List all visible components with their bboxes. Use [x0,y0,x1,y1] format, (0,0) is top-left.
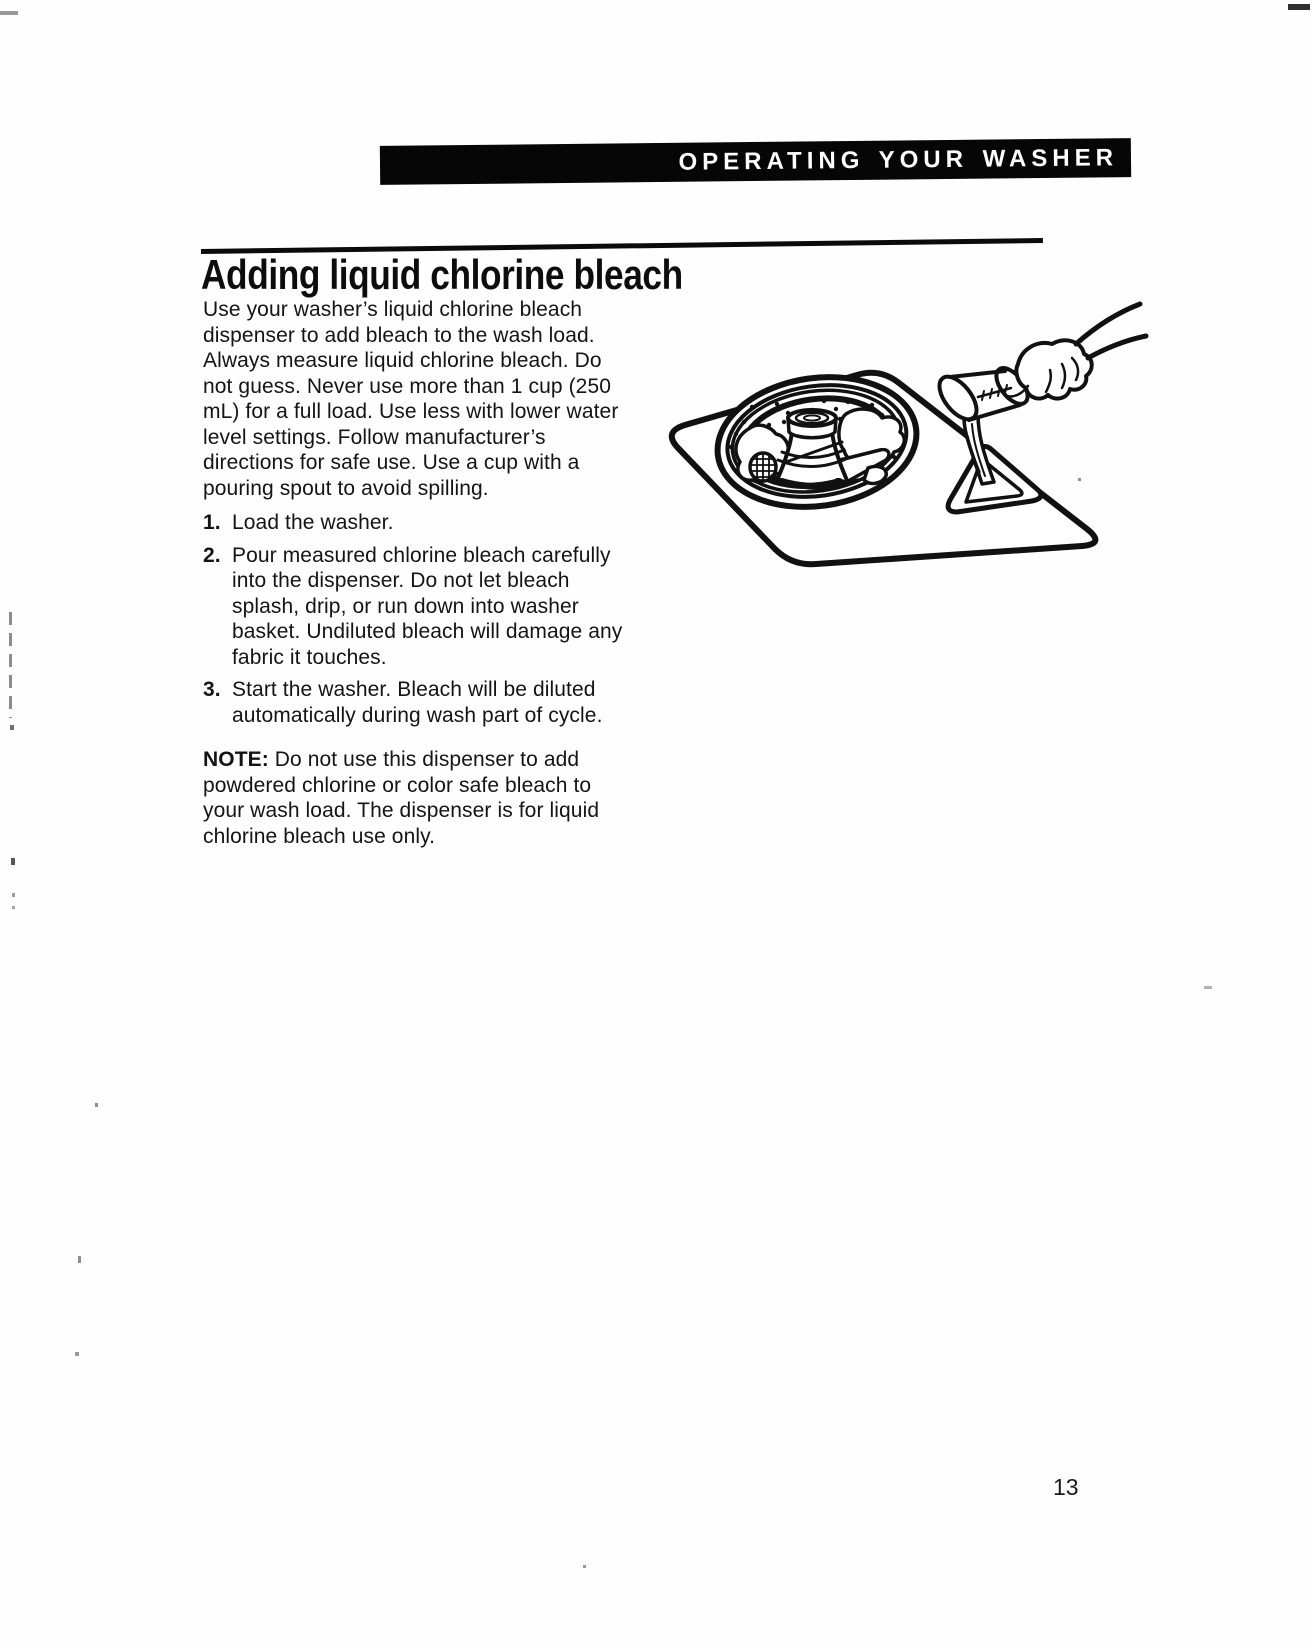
steps-list [203,510,633,728]
illustration-svg [632,292,1152,582]
scan-artifact [12,906,15,909]
note-paragraph [203,747,633,849]
section-banner [380,138,1131,185]
scan-artifact [12,893,15,897]
step-number: 2. [203,543,221,567]
pouring-hand [1006,304,1146,399]
intro-paragraph: Use your washer’s liquid chlorine bleach dispenser to add bleach to the wash load. Always measure liquid chlorine bleach. Do not guess. Never use more than 1 cup (250 mL) for a full load. Use less with lower water level settings. Follow manufacturer’s directions for safe use. Use a cup with a pouring spout to avoid spilling. [203,298,619,500]
step-number: 1. [203,511,221,534]
list-item [203,510,633,536]
washer-pouring-illustration [632,292,1152,582]
article-body [203,297,633,849]
scan-artifact [10,725,14,730]
scan-artifact [583,1565,586,1568]
scan-artifact [9,612,12,718]
scan-artifact [11,858,15,865]
note-label: NOTE: [203,748,269,771]
page-title: Adding liquid chlorine bleach [201,251,683,298]
list-item [203,677,633,728]
note-text: Do not use this dispenser to add powdered chlorine or color safe bleach to your wash load. The dispenser is for liquid chlorine bleach use only. [203,748,600,848]
scan-artifact [0,11,18,15]
step-text: Pour measured chlorine bleach carefully into the dispenser. Do not let bleach splash, drip, or run down into washer basket. Undiluted bleach will damage any fabric it touches. [232,543,623,669]
scan-artifact [1204,986,1212,989]
step-text: Load the washer. [232,511,394,534]
list-item [203,543,633,671]
step-number: 3. [203,678,221,701]
section-banner-label: OPERATING YOUR WASHER [678,143,1119,176]
scan-artifact [1288,4,1310,10]
scan-artifact [75,1352,79,1356]
page-number: 13 [1053,1474,1079,1500]
step-text: Start the washer. Bleach will be diluted automatically during wash part of cycle. [232,678,603,727]
scan-artifact [95,1103,98,1107]
scan-artifact [78,1256,81,1263]
agitator [778,410,848,478]
